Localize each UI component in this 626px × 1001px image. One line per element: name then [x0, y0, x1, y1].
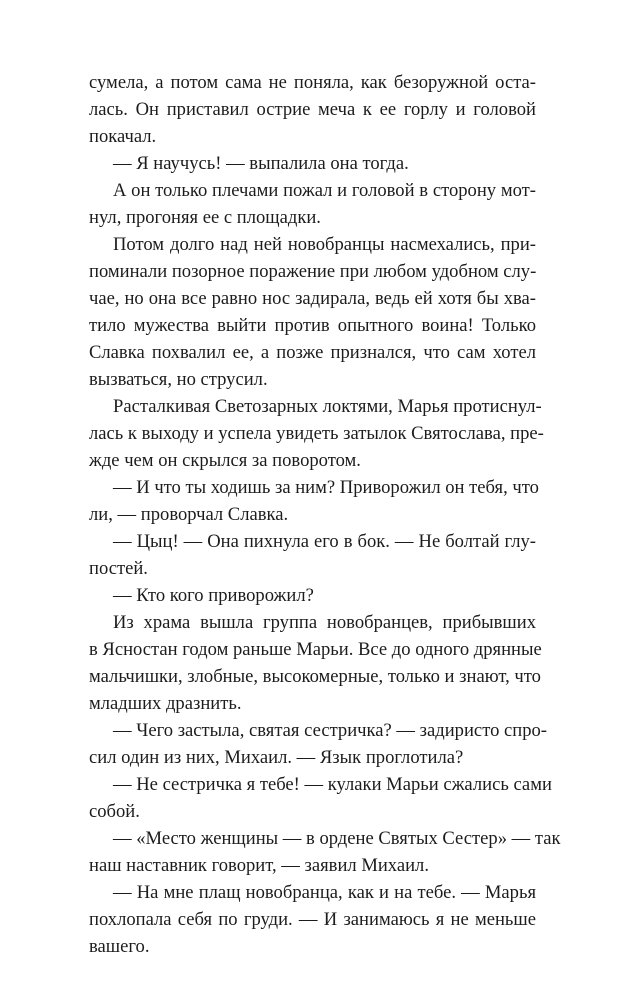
text-line: Славка похвалил ее, а позже признался, что сам хотел: [89, 342, 536, 363]
text-line: мальчишки, злобные, высокомерные, только и знают, что: [89, 666, 541, 687]
text-line: лась. Он приставил острие меча к ее горлу и головой: [89, 99, 536, 120]
text-line: тило мужества выйти против опытного воина! Только: [89, 315, 536, 336]
text-line: покачал.: [89, 126, 157, 147]
text-line: сил один из них, Михаил. — Язык проглотила?: [89, 747, 464, 768]
text-line: — Цыц! — Она пихнула его в бок. — Не болтай глу-: [113, 531, 536, 552]
text-line: похлопала себя по груди. — И занимаюсь я не меньше: [89, 909, 536, 930]
text-line: ли, — проворчал Славка.: [89, 504, 289, 525]
text-line: сумела, а потом сама не поняла, как безоружной оста-: [89, 72, 536, 93]
text-line: постей.: [89, 558, 148, 579]
text-line: — И что ты ходишь за ним? Приворожил он тебя, что: [113, 477, 539, 498]
text-line: собой.: [89, 801, 140, 822]
text-line: нул, прогоняя ее с площадки.: [89, 207, 321, 228]
text-line: — Я научусь! — выпалила она тогда.: [113, 153, 409, 174]
text-line: А он только плечами пожал и головой в сторону мот-: [113, 180, 536, 201]
text-line: поминали позорное поражение при любом удобном слу-: [89, 261, 537, 282]
text-line: Потом долго над ней новобранцы насмехались, при-: [113, 234, 536, 255]
text-line: — Кто кого приворожил?: [113, 585, 314, 606]
text-line: лась к выходу и успела увидеть затылок Святослава, пре-: [89, 423, 544, 444]
text-line: в Ясностан годом раньше Марьи. Все до одного дрянные: [89, 639, 542, 660]
text-line: младших дразнить.: [89, 693, 242, 714]
text-line: Расталкивая Светозарных локтями, Марья протиснул-: [113, 396, 542, 417]
text-line: наш наставник говорит, — заявил Михаил.: [89, 855, 429, 876]
text-line: — На мне плащ новобранца, как и на тебе. — Марья: [113, 882, 536, 903]
text-line: жде чем он скрылся за поворотом.: [89, 450, 361, 471]
text-line: вашего.: [89, 936, 150, 957]
body-text: [89, 69, 561, 960]
text-line: — Не сестричка я тебе! — кулаки Марьи сжались сами: [113, 774, 552, 795]
text-line: — Чего застыла, святая сестричка? — задиристо спро-: [113, 720, 548, 741]
text-line: Из храма вышла группа новобранцев, прибывших: [113, 612, 536, 633]
text-line: чае, но она все равно нос задирала, ведь ей хотя бы хва-: [89, 288, 536, 309]
text-line: — «Место женщины — в ордене Святых Сестер» — так: [113, 828, 561, 849]
text-line: вызваться, но струсил.: [89, 369, 268, 390]
